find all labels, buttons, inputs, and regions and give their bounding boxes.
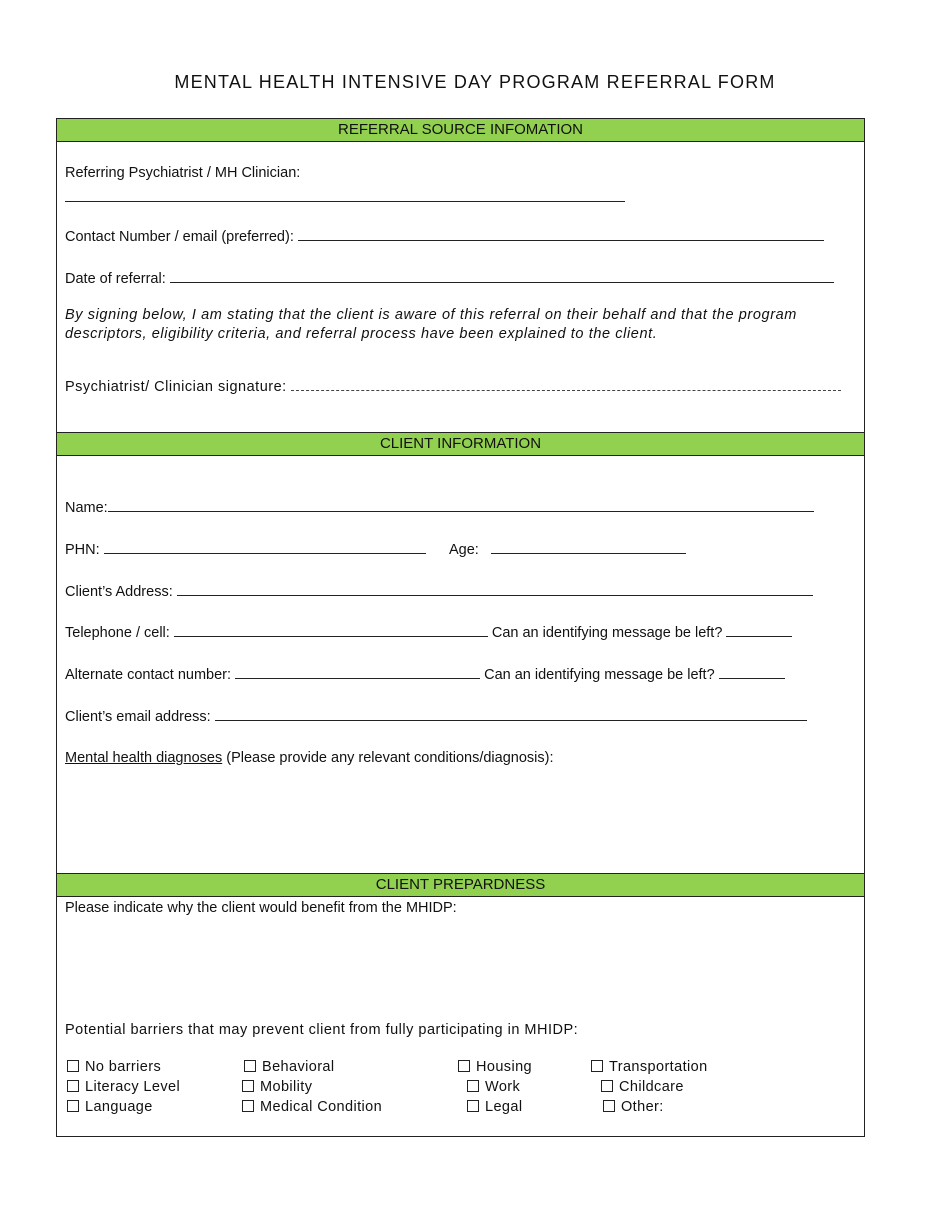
telephone-row <box>65 624 792 641</box>
checkbox-icon <box>67 1060 79 1072</box>
checkbox-icon <box>603 1100 615 1112</box>
telephone-field[interactable] <box>174 624 488 637</box>
telephone-label: Telephone / cell: <box>65 625 170 641</box>
barrier-label: Work <box>485 1079 521 1095</box>
checkbox-icon <box>67 1080 79 1092</box>
referring-clinician-field[interactable] <box>65 189 625 202</box>
barrier-no-barriers-checkbox[interactable] <box>67 1059 161 1075</box>
checkbox-icon <box>591 1060 603 1072</box>
client-address-row <box>65 583 813 600</box>
diagnoses-hint: (Please provide any relevant conditions/diagnosis): <box>226 750 554 766</box>
barrier-medical-condition-checkbox[interactable] <box>242 1099 382 1115</box>
barrier-childcare-checkbox[interactable] <box>601 1079 684 1095</box>
referring-clinician-field-row <box>65 189 625 206</box>
client-email-row <box>65 708 807 725</box>
consent-statement: By signing below, I am stating that the client is aware of this referral on their behalf and that the program descriptors, eligibility criteria, and referral process have been explained to the client. <box>65 307 797 342</box>
section-header-referral-source: REFERRAL SOURCE INFOMATION <box>57 119 864 142</box>
client-name-row <box>65 499 814 516</box>
checkbox-icon <box>67 1100 79 1112</box>
referral-date-field[interactable] <box>170 270 834 283</box>
checkbox-icon <box>244 1060 256 1072</box>
alternate-contact-label: Alternate contact number: <box>65 667 232 683</box>
barrier-behavioral-checkbox[interactable] <box>244 1059 335 1075</box>
barrier-label: Literacy Level <box>85 1079 181 1095</box>
client-email-field[interactable] <box>215 708 807 721</box>
telephone-message-field[interactable] <box>726 624 792 637</box>
alternate-contact-row <box>65 666 785 683</box>
alternate-message-question: Can an identifying message be left? <box>484 667 715 683</box>
section-header-client-information: CLIENT INFORMATION <box>57 432 864 456</box>
age-field[interactable] <box>491 541 686 554</box>
signature-row <box>65 378 841 395</box>
benefit-prompt: Please indicate why the client would benefit from the MHIDP: <box>65 900 457 916</box>
diagnoses-label: Mental health diagnoses <box>65 750 223 766</box>
diagnoses-field[interactable] <box>65 774 855 869</box>
barrier-mobility-checkbox[interactable] <box>242 1079 312 1095</box>
referral-date-label: Date of referral: <box>65 271 166 287</box>
barrier-work-checkbox[interactable] <box>467 1079 520 1095</box>
benefit-field[interactable] <box>65 922 855 1017</box>
client-address-field[interactable] <box>177 583 813 596</box>
client-email-label: Client’s email address: <box>65 709 211 725</box>
barrier-language-checkbox[interactable] <box>67 1099 153 1115</box>
referral-date-row <box>65 270 834 287</box>
checkbox-icon <box>467 1080 479 1092</box>
barrier-transportation-checkbox[interactable] <box>591 1059 708 1075</box>
barrier-legal-checkbox[interactable] <box>467 1099 522 1115</box>
diagnoses-row <box>65 750 553 766</box>
barriers-prompt: Potential barriers that may prevent client from fully participating in MHIDP: <box>65 1022 579 1038</box>
contact-field[interactable] <box>298 228 824 241</box>
checkbox-icon <box>458 1060 470 1072</box>
barrier-label: No barriers <box>85 1059 162 1075</box>
telephone-message-question: Can an identifying message be left? <box>491 625 723 641</box>
checkbox-icon <box>242 1100 254 1112</box>
barrier-label: Housing <box>476 1059 532 1075</box>
signature-label: Psychiatrist/ Clinician signature: <box>65 379 287 395</box>
contact-row <box>65 228 824 245</box>
referring-clinician-row <box>65 165 300 181</box>
phn-age-row <box>65 541 686 558</box>
barrier-label: Childcare <box>619 1079 684 1095</box>
alternate-contact-field[interactable] <box>235 666 480 679</box>
barrier-label: Behavioral <box>262 1059 335 1075</box>
referring-clinician-label: Referring Psychiatrist / MH Clinician: <box>65 165 301 181</box>
section-header-client-preparedness: CLIENT PREPARDNESS <box>57 873 864 897</box>
signature-field[interactable] <box>291 378 841 391</box>
client-name-label: Name: <box>65 500 108 516</box>
phn-field[interactable] <box>104 541 426 554</box>
checkbox-icon <box>242 1080 254 1092</box>
barrier-other-checkbox[interactable] <box>603 1099 664 1115</box>
client-name-field[interactable] <box>108 499 814 512</box>
client-address-label: Client’s Address: <box>65 584 173 600</box>
contact-label: Contact Number / email (preferred): <box>65 229 294 245</box>
age-label: Age: <box>448 542 479 558</box>
barrier-label: Mobility <box>260 1079 313 1095</box>
alternate-message-field[interactable] <box>719 666 785 679</box>
barrier-literacy-checkbox[interactable] <box>67 1079 180 1095</box>
barrier-label: Legal <box>485 1099 523 1115</box>
form-title: MENTAL HEALTH INTENSIVE DAY PROGRAM REFERRAL FORM <box>174 72 776 92</box>
checkbox-icon <box>601 1080 613 1092</box>
barrier-label: Transportation <box>609 1059 708 1075</box>
barrier-label: Medical Condition <box>260 1099 383 1115</box>
barrier-label: Other: <box>621 1099 664 1115</box>
referral-form <box>56 118 865 1137</box>
barrier-label: Language <box>85 1099 153 1115</box>
checkbox-icon <box>467 1100 479 1112</box>
barrier-housing-checkbox[interactable] <box>458 1059 532 1075</box>
phn-label: PHN: <box>65 542 100 558</box>
